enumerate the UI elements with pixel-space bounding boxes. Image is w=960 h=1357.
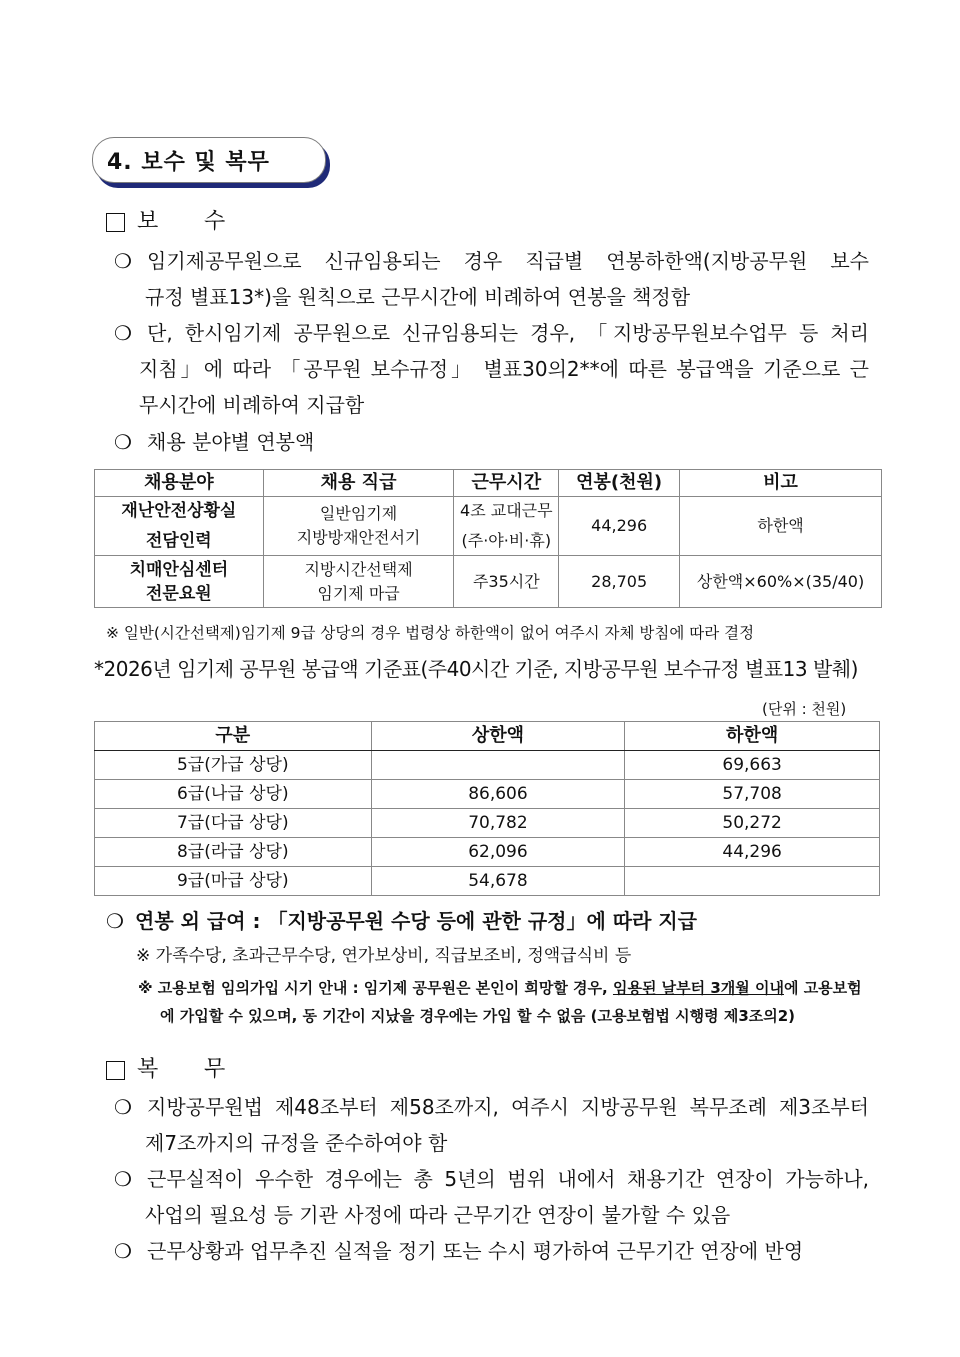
checkbox-square-icon <box>106 213 125 232</box>
cell-line: 전문요원 <box>146 583 212 604</box>
circle-bullet-icon: ❍ <box>114 1095 132 1119</box>
table-header-cell: 근무시간 <box>454 470 559 497</box>
table-header-cell: 채용분야 <box>95 470 264 497</box>
cell-line: 지방방재안전서기 <box>296 528 421 547</box>
recruitment-salary-table <box>94 469 882 608</box>
table-cell: 86,606 <box>371 780 625 809</box>
pay-bullet2-line2: 지침」에 따라 「공무원 보수규정」 별표30의2**에 따른 봉급액을 기준으로 근 <box>139 357 869 381</box>
table-cell: 하한액 <box>680 497 882 556</box>
table-header-cell: 비고 <box>680 470 882 497</box>
table-cell: 50,272 <box>625 809 880 838</box>
cell-line: 일반임기제 <box>319 504 398 523</box>
table-row <box>95 780 880 809</box>
table-cell: 5급(가급 상당) <box>95 751 372 780</box>
pay-bullet2-line1: 단, 한시임기제 공무원으로 신규임용되는 경우, 「지방공무원보수업무 등 처리 <box>147 321 869 345</box>
table-cell: 62,096 <box>371 838 625 867</box>
extra-pay-note-allowances: ※ 가족수당, 초과근무수당, 연가보상비, 직급보조비, 정액급식비 등 <box>136 946 632 966</box>
duty-bullet1-line2: 제7조까지의 규정을 준수하여야 함 <box>145 1131 448 1155</box>
circle-bullet-icon: ❍ <box>114 321 132 345</box>
table-row <box>95 556 882 608</box>
table-cell: 28,705 <box>559 556 680 608</box>
table-header-cell: 하한액 <box>625 722 880 751</box>
cell-line: 지방시간선택제 <box>304 559 413 579</box>
table-cell: 44,296 <box>625 838 880 867</box>
duty-bullet2-line2: 사업의 필요성 등 기관 사정에 따라 근무기간 연장이 불가할 수 있음 <box>145 1203 731 1227</box>
table-cell: 70,782 <box>371 809 625 838</box>
checkbox-square-icon <box>106 1061 125 1080</box>
table2-title: *2026년 임기제 공무원 봉급액 기준표(주40시간 기준, 지방공무원 보수규정 별표13 발췌) <box>94 657 858 681</box>
table-cell: 9급(마급 상당) <box>95 867 372 896</box>
pay-heading-a: 보 <box>137 209 159 234</box>
table-row <box>95 809 880 838</box>
table-cell: 8급(라급 상당) <box>95 838 372 867</box>
table-cell <box>95 556 264 608</box>
circle-bullet-icon: ❍ <box>106 909 124 933</box>
table-header-cell: 채용 직급 <box>263 470 454 497</box>
table-cell: 54,678 <box>371 867 625 896</box>
cell-line: 재난안전상황실 <box>121 501 237 521</box>
extra-pay-line: 연봉 외 급여 : 「지방공무원 수당 등에 관한 규정」에 따라 지급 <box>135 909 697 933</box>
duty-bullet1-line1: 지방공무원법 제48조부터 제58조까지, 여주시 지방공무원 복무조례 제3조부터 <box>147 1095 869 1119</box>
table-header-cell: 연봉(천원) <box>559 470 680 497</box>
insurance-note-text: 에 고용보험 <box>783 979 862 997</box>
pay-heading-b: 수 <box>204 209 226 234</box>
table-row <box>95 751 880 780</box>
table-row <box>95 497 882 556</box>
cell-line: 4조 교대근무 <box>460 501 553 520</box>
table-header-row <box>95 722 880 751</box>
table-header-cell: 구분 <box>95 722 372 751</box>
circle-bullet-icon: ❍ <box>114 249 132 273</box>
duty-heading-b: 무 <box>204 1057 226 1082</box>
duty-heading-a: 복 <box>137 1057 159 1082</box>
table-cell: 6급(나급 상당) <box>95 780 372 809</box>
note-ninth-grade: ※ 일반(시간선택제)임기제 9급 상당의 경우 법령상 하한액이 없어 여주시 자체 방침에 따라 결정 <box>106 624 755 642</box>
table-cell: 7급(다급 상당) <box>95 809 372 838</box>
table-header-row <box>95 470 882 497</box>
table-cell <box>454 497 559 556</box>
table-cell <box>625 867 880 896</box>
table-cell <box>263 556 454 608</box>
cell-line: 치매안심센터 <box>129 559 229 580</box>
table2-unit: (단위 : 천원) <box>762 700 847 718</box>
table-row <box>95 867 880 896</box>
table-cell: 69,663 <box>625 751 880 780</box>
section-title: 4. 보수 및 복무 <box>107 150 270 175</box>
table-cell: 57,708 <box>625 780 880 809</box>
salary-standard-table <box>94 721 880 896</box>
table-cell <box>371 751 625 780</box>
duty-bullet2-line1: 근무실적이 우수한 경우에는 총 5년의 범위 내에서 채용기간 연장이 가능하나, <box>147 1167 869 1191</box>
insurance-note-text: ※ 고용보험 임의가입 시기 안내 : 임기제 공무원은 본인이 희망할 경우, <box>138 979 613 997</box>
circle-bullet-icon: ❍ <box>114 430 132 454</box>
section-title-box <box>92 137 326 183</box>
table-cell <box>95 497 264 556</box>
cell-line: 전담인력 <box>146 531 212 551</box>
table-cell: 44,296 <box>559 497 680 556</box>
pay-bullet2-line3: 무시간에 비례하여 지급함 <box>139 393 365 417</box>
pay-bullet1-line2: 규정 별표13*)을 원칙으로 근무시간에 비례하여 연봉을 책정함 <box>145 285 691 309</box>
employment-insurance-note-line1 <box>138 976 862 1000</box>
employment-insurance-note-line2: 에 가입할 수 있으며, 동 기간이 지났을 경우에는 가입 할 수 없음 (고용보험법 시행령 제3조의2) <box>160 1007 796 1025</box>
insurance-note-underlined: 임용된 날부터 3개월 이내 <box>612 979 784 997</box>
circle-bullet-icon: ❍ <box>114 1167 132 1191</box>
table-cell: 주35시간 <box>454 556 559 608</box>
pay-bullet1-line1: 임기제공무원으로 신규임용되는 경우 직급별 연봉하한액(지방공무원 보수 <box>147 249 869 273</box>
circle-bullet-icon: ❍ <box>114 1239 132 1263</box>
cell-line: 임기제 마급 <box>317 583 400 603</box>
table-row <box>95 838 880 867</box>
pay-bullet3: 채용 분야별 연봉액 <box>147 430 315 454</box>
table-cell: 상한액×60%×(35/40) <box>680 556 882 608</box>
table-cell <box>263 497 454 556</box>
cell-line: (주·야·비·휴) <box>461 531 552 550</box>
table-header-cell: 상한액 <box>371 722 625 751</box>
duty-bullet3: 근무상황과 업무추진 실적을 정기 또는 수시 평가하여 근무기간 연장에 반영 <box>147 1239 804 1263</box>
